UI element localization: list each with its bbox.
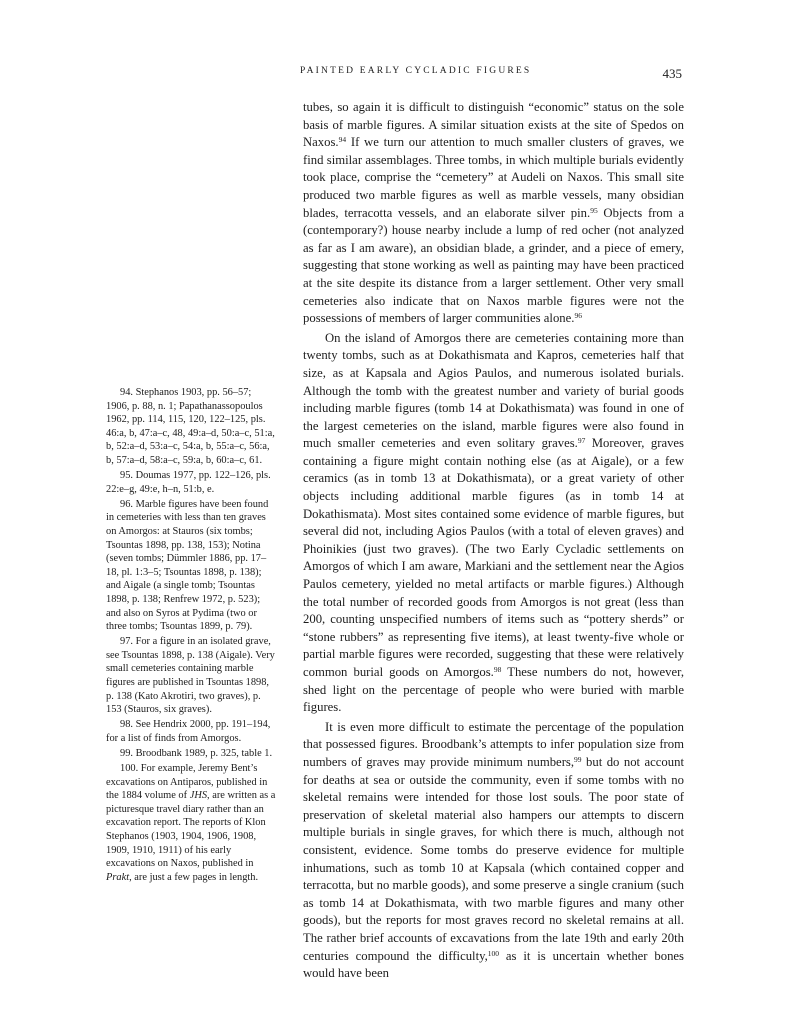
footnote-100-text-c: , are just a few pages in length. xyxy=(129,871,259,883)
paragraph-2 xyxy=(303,330,684,717)
footnote-99: 99. Broodbank 1989, p. 325, table 1. xyxy=(120,747,273,759)
footnote-97: 97. For a figure in an isolated grave, see Tsountas 1898, p. 138 (Aigale). Very small cemeteries containing marble figures are published in Tsountas 1898, p. 138 (Kato Akrotiri, two graves), p. 153 (Stauros, six graves). xyxy=(106,636,275,716)
footnote-ref-98[interactable]: 98 xyxy=(493,665,502,674)
paragraph-3-text-b: but do not account for deaths at sea or outside the community, even if some tombs with no skeletal remains were intended for those lost souls. The poor state of preservation of skeletal material also hampers our attempts to discern multiple burials in single graves, for which there is much, although not consistent, evidence. Some tombs do preserve evidence for multiple inhumations, such as tomb 10 at Kapsala (which contained copper and terracotta, but no marble goods), and some preserve a single cranium (such as tomb 14 at Dokathismata, with two marble figures and many other goods), but the reports for most graves record no skeletal remains at all. The rather brief accounts of excavations from the late 19th and early 20th centuries compound the difficulty, xyxy=(303,754,684,963)
paragraph-3-text-c: as it is uncertain whether bones would have been xyxy=(303,948,684,981)
paragraph-2-text-c: These numbers do not, however, shed light on the percentage of people who were buried with marble figures. xyxy=(303,665,684,715)
footnote-ref-97[interactable]: 97 xyxy=(577,436,586,446)
paragraph-2-text-b: Moreover, graves containing a figure might contain nothing else (as at Aigale), or a few ceramics (as in tomb 13 at Dokathismata), or a great variety of other objects including additional marble figures (as in tomb 14 at Dokathismata). Most sites contained some evidence of marble figures, but several did not, including Agios Paulos (with a total of eleven graves) and Phoinikies (just two graves). (The two Early Cycladic settlements on Amorgos of which I am aware, Markiani and the settlement near the Agios Paulos cemetery, yielded no metal artifacts or marble figures.) Although the total number of recorded goods from Amorgos is not great (less than 200, counting unspecified numbers of items such as “pottery sherds” or “stone rubbers” as representing five items), at least twenty-five whole or partial marble figures were recorded, suggesting that these were relatively common burial goods on Amorgos. xyxy=(303,436,684,679)
footnote-ref-96[interactable]: 96 xyxy=(574,311,582,321)
journal-title-prakt: Prakt xyxy=(106,871,130,883)
footnote-95: 95. Doumas 1977, pp. 122–126, pls. 22:e–g, 49:e, h–n, 51:b, e. xyxy=(106,470,271,495)
running-head: PAINTED EARLY CYCLADIC FIGURES xyxy=(300,66,532,76)
paragraph-1-text-c: Objects from a (contemporary?) house nearby include a lump of red ocher (not analyzed as far as I am aware), an obsidian blade, a grinder, and a piece of emery, suggesting that stone working as well as painting may have been practiced at the site despite its distance from a larger settlement. Other very small cemeteries also indicate that on Naxos marble figures were not the possessions of members of larger communities alone. xyxy=(303,205,684,326)
paragraph-1 xyxy=(303,99,684,328)
footnote-ref-95[interactable]: 95 xyxy=(590,205,598,215)
footnote-100-text-b: , are written as a picturesque travel diary rather than an excavation report. The reports of Klon Stephanos (1903, 1904, 1906, 1908, 1909, 1910, 1911) of his early excavations on Naxos, published in xyxy=(106,790,276,870)
paragraph-1-text-a: tubes, so again it is difficult to distinguish “economic” status on the sole basis of marble figures. A similar situation exists at the site of Spedos on Naxos. xyxy=(303,100,684,150)
paragraph-2-text-a: On the island of Amorgos there are cemeteries containing more than twenty tombs, such as at Dokathismata and Kapros, cemeteries half that size, as at Kapsala and Agios Paulos, and numerous isolated burials. Although the tomb with the greatest number and variety of burial goods including marble figures (tomb 14 at Dokathismata) was found in one of the largest cemeteries on the island, marble figures were also found in much smaller cemeteries and even solitary graves. xyxy=(303,330,684,451)
footnote-100-text-a: 100. For example, Jeremy Bent’s excavations on Antiparos, published in the 1884 volume of xyxy=(106,763,268,802)
footnote-100 xyxy=(106,762,276,884)
footnote-ref-94[interactable]: 94 xyxy=(338,135,347,145)
paragraph-3-text-a: It is even more difficult to estimate the percentage of the population that possessed figures. Broodbank’s attempts to infer population size from numbers of graves may provide minimum numbers, xyxy=(303,719,684,769)
footnote-ref-99[interactable]: 99 xyxy=(574,754,582,764)
footnote-94: 94. Stephanos 1903, pp. 56–57; 1906, p. 88, n. 1; Papathanassopoulos 1962, pp. 114, 115, 120, 122–125, pls. 46:a, b, 47:a–c, 48, 49:a–d, 50:a–c, 51:a, b, 52:a–d, 53:a–c, 54:a, b, 55:a–c, 56:a, b, 57:a–d, 58:a–c, 59:a, b, 60:a–c, 61. xyxy=(106,387,275,466)
main-text-column xyxy=(303,99,684,983)
footnote-96: 96. Marble figures have been found in cemeteries with less than ten graves on Amorgos: at Stauros (six tombs; Tsountas 1898, pp. 138, 153); Notina (seven tombs; Dümmler 1886, pp. 17–18, pl. 1:3–5; Tsountas 1898, p. 138); and Aigale (a single tomb; Tsountas 1898, p. 138; Renfrew 1972, p. 523); and also on Syros at Pydima (two or three tombs; Tsountas 1899, p. 79). xyxy=(106,498,269,633)
journal-title-jhs: JHS xyxy=(189,790,208,802)
paragraph-3 xyxy=(303,719,684,983)
footnote-98: 98. See Hendrix 2000, pp. 191–194, for a list of finds from Amorgos. xyxy=(106,719,271,744)
page-number: 435 xyxy=(662,66,682,81)
footnotes-column xyxy=(106,386,276,886)
footnote-ref-100[interactable]: 100 xyxy=(487,948,500,958)
paragraph-1-text-b: If we turn our attention to much smaller clusters of graves, we find similar assemblages. Three tombs, in which multiple burials evidently took place, comprise the “cemetery” at Audeli on Naxos. This small site produced two marble figures as well as marble vessels, many obsidian blades, terracotta vessels, and an elaborate silver pin. xyxy=(303,135,684,220)
